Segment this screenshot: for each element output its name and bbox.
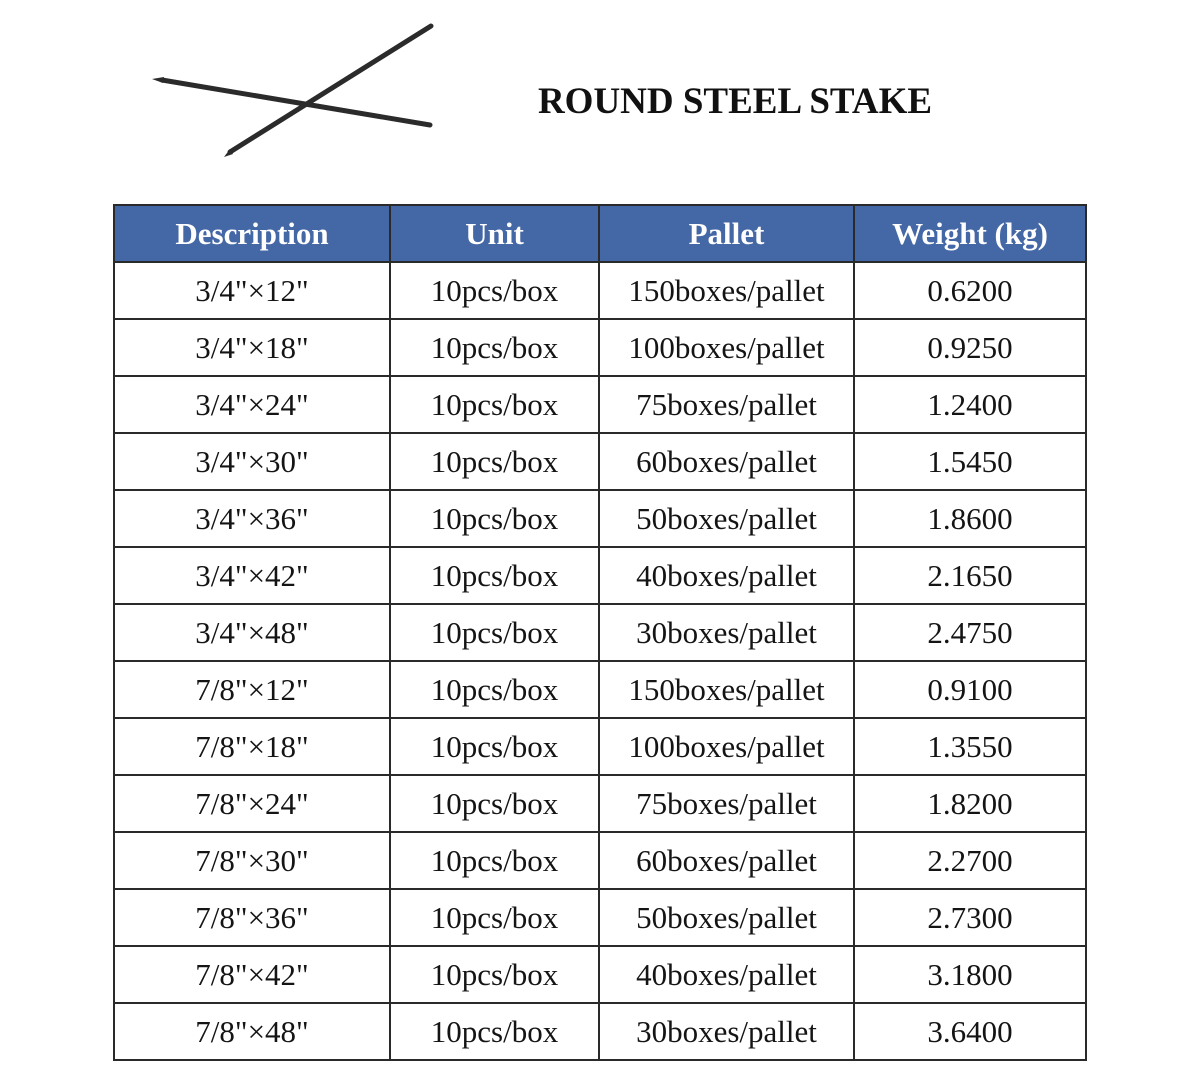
cell-description: 7/8"×30" bbox=[114, 832, 390, 889]
table-row bbox=[114, 604, 1086, 661]
table-row bbox=[114, 832, 1086, 889]
table-row bbox=[114, 889, 1086, 946]
cell-description: 3/4"×24" bbox=[114, 376, 390, 433]
cell-description: 7/8"×42" bbox=[114, 946, 390, 1003]
crossed-steel-stakes-icon bbox=[140, 14, 440, 164]
column-header-weight: Weight (kg) bbox=[854, 205, 1086, 262]
stake-icon bbox=[230, 26, 431, 152]
column-header-description: Description bbox=[114, 205, 390, 262]
table-row bbox=[114, 718, 1086, 775]
table-row bbox=[114, 376, 1086, 433]
cell-weight: 3.6400 bbox=[854, 1003, 1086, 1060]
stake-tip-icon bbox=[152, 77, 164, 83]
cell-unit: 10pcs/box bbox=[390, 319, 599, 376]
cell-pallet: 150boxes/pallet bbox=[599, 262, 854, 319]
table-row bbox=[114, 1003, 1086, 1060]
cell-pallet: 50boxes/pallet bbox=[599, 490, 854, 547]
cell-unit: 10pcs/box bbox=[390, 661, 599, 718]
cell-weight: 1.8200 bbox=[854, 775, 1086, 832]
cell-description: 7/8"×36" bbox=[114, 889, 390, 946]
cell-unit: 10pcs/box bbox=[390, 547, 599, 604]
cell-description: 7/8"×24" bbox=[114, 775, 390, 832]
cell-description: 3/4"×18" bbox=[114, 319, 390, 376]
cell-unit: 10pcs/box bbox=[390, 490, 599, 547]
cell-description: 3/4"×30" bbox=[114, 433, 390, 490]
cell-weight: 1.3550 bbox=[854, 718, 1086, 775]
spec-table bbox=[113, 204, 1087, 1061]
cell-pallet: 150boxes/pallet bbox=[599, 661, 854, 718]
cell-unit: 10pcs/box bbox=[390, 832, 599, 889]
cell-weight: 0.9250 bbox=[854, 319, 1086, 376]
table-body bbox=[114, 262, 1086, 1060]
table-row bbox=[114, 319, 1086, 376]
cell-weight: 0.9100 bbox=[854, 661, 1086, 718]
page-title: ROUND STEEL STAKE bbox=[537, 81, 933, 122]
cell-pallet: 60boxes/pallet bbox=[599, 433, 854, 490]
cell-weight: 3.1800 bbox=[854, 946, 1086, 1003]
cell-unit: 10pcs/box bbox=[390, 433, 599, 490]
cell-pallet: 100boxes/pallet bbox=[599, 718, 854, 775]
cell-unit: 10pcs/box bbox=[390, 775, 599, 832]
cell-description: 3/4"×48" bbox=[114, 604, 390, 661]
cell-weight: 0.6200 bbox=[854, 262, 1086, 319]
cell-description: 3/4"×42" bbox=[114, 547, 390, 604]
cell-weight: 2.4750 bbox=[854, 604, 1086, 661]
cell-pallet: 60boxes/pallet bbox=[599, 832, 854, 889]
cell-description: 3/4"×36" bbox=[114, 490, 390, 547]
table-row bbox=[114, 262, 1086, 319]
cell-unit: 10pcs/box bbox=[390, 889, 599, 946]
cell-pallet: 40boxes/pallet bbox=[599, 547, 854, 604]
cell-unit: 10pcs/box bbox=[390, 1003, 599, 1060]
cell-pallet: 50boxes/pallet bbox=[599, 889, 854, 946]
cell-description: 7/8"×48" bbox=[114, 1003, 390, 1060]
table-row bbox=[114, 547, 1086, 604]
cell-pallet: 40boxes/pallet bbox=[599, 946, 854, 1003]
table-row bbox=[114, 775, 1086, 832]
cell-weight: 2.1650 bbox=[854, 547, 1086, 604]
cell-pallet: 100boxes/pallet bbox=[599, 319, 854, 376]
cell-description: 7/8"×12" bbox=[114, 661, 390, 718]
product-image bbox=[140, 14, 440, 164]
cell-pallet: 75boxes/pallet bbox=[599, 775, 854, 832]
cell-pallet: 30boxes/pallet bbox=[599, 604, 854, 661]
cell-unit: 10pcs/box bbox=[390, 946, 599, 1003]
cell-weight: 1.8600 bbox=[854, 490, 1086, 547]
column-header-pallet: Pallet bbox=[599, 205, 854, 262]
column-header-unit: Unit bbox=[390, 205, 599, 262]
table-row bbox=[114, 661, 1086, 718]
cell-unit: 10pcs/box bbox=[390, 718, 599, 775]
table-row bbox=[114, 490, 1086, 547]
cell-unit: 10pcs/box bbox=[390, 604, 599, 661]
cell-weight: 2.2700 bbox=[854, 832, 1086, 889]
cell-unit: 10pcs/box bbox=[390, 376, 599, 433]
cell-description: 3/4"×12" bbox=[114, 262, 390, 319]
cell-description: 7/8"×18" bbox=[114, 718, 390, 775]
cell-weight: 1.2400 bbox=[854, 376, 1086, 433]
cell-pallet: 30boxes/pallet bbox=[599, 1003, 854, 1060]
cell-weight: 1.5450 bbox=[854, 433, 1086, 490]
table-header-row bbox=[114, 205, 1086, 262]
cell-unit: 10pcs/box bbox=[390, 262, 599, 319]
cell-weight: 2.7300 bbox=[854, 889, 1086, 946]
stake-icon bbox=[162, 80, 430, 125]
table-row bbox=[114, 946, 1086, 1003]
cell-pallet: 75boxes/pallet bbox=[599, 376, 854, 433]
table-row bbox=[114, 433, 1086, 490]
